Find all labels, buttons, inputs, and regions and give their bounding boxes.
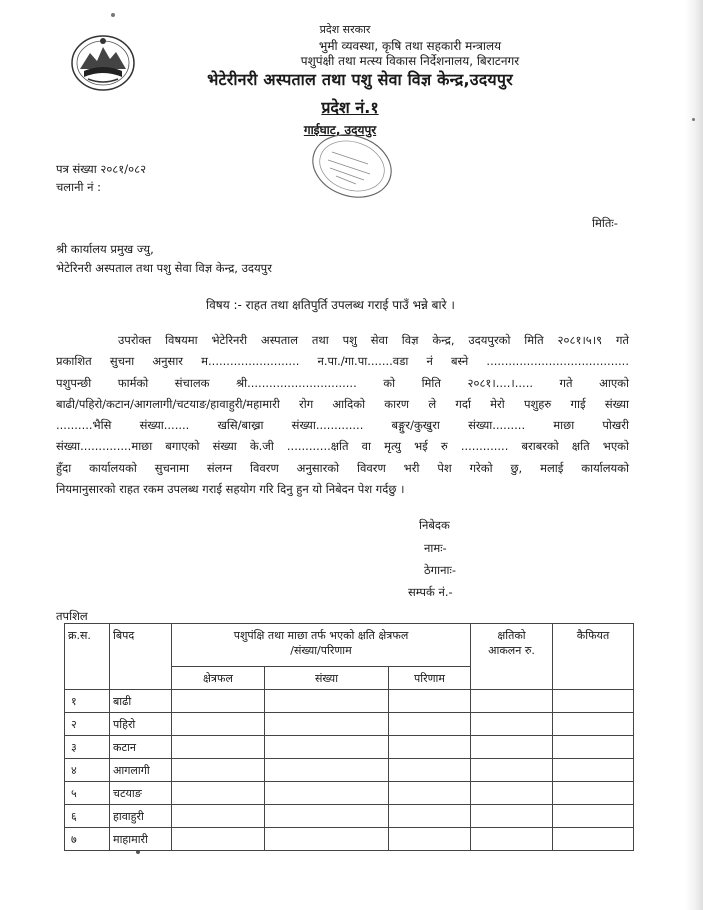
header-location: गाईघाट, उदयपुर <box>303 123 377 137</box>
cell-empty <box>471 759 553 782</box>
header-damage-group-line2: /संख्या/परिणाम <box>290 644 352 657</box>
damage-table <box>64 623 634 851</box>
table-row <box>65 759 634 782</box>
header-damage-group-line1: पशुपंक्षि तथा माछा तर्फ भएको क्षति क्षेत्रफल <box>233 629 409 642</box>
signature-name: नामः- <box>424 541 447 555</box>
cell-empty <box>172 713 265 736</box>
row-serial: ७ <box>65 828 110 851</box>
cell-empty <box>389 828 471 851</box>
scan-edge <box>685 0 703 910</box>
scan-speck <box>692 118 695 121</box>
row-disaster: आगलागी <box>110 759 172 782</box>
header-amount: परिणाम <box>389 667 471 690</box>
row-disaster: हावाहुरी <box>110 805 172 828</box>
row-disaster: पहिरो <box>110 713 172 736</box>
cell-empty <box>471 782 553 805</box>
row-serial: ४ <box>65 759 110 782</box>
addressee-title: श्री कार्यालय प्रमुख ज्यु, <box>56 242 154 256</box>
body-line: संख्या..............माछा बगाएको संख्या के.जी ............क्षति वा मृत्यु भई रु ............. बराबरको क्षति भएको <box>56 439 629 454</box>
scan-speck <box>111 13 115 17</box>
cell-empty <box>471 805 553 828</box>
cell-empty <box>389 736 471 759</box>
row-serial: ५ <box>65 782 110 805</box>
cell-empty <box>389 805 471 828</box>
cell-empty <box>265 690 389 713</box>
table-row <box>65 713 634 736</box>
header-count: संख्या <box>265 667 389 690</box>
header-office: भेटेरीनरी अस्पताल तथा पशु सेवा विज्ञ केन्द्र,उदयपुर <box>207 70 513 89</box>
table-row <box>65 690 634 713</box>
table-row <box>65 782 634 805</box>
header-estimate <box>471 624 553 690</box>
body-line: पशुपन्छी फार्मको संचालक श्री.............................. को मिति २०८१।....।..... गते आएको <box>56 375 629 390</box>
date-field: मितिः- <box>592 216 618 230</box>
details-heading: तपशिल <box>56 609 88 623</box>
header-directorate: पशुपंक्षी तथा मत्स्य विकास निर्देशनालय, बिराटनगर <box>300 54 520 68</box>
header-ministry: भुमी व्यवस्था, कृषि तथा सहकारी मन्त्रालय <box>318 39 502 53</box>
cell-empty <box>265 782 389 805</box>
body-line: नियमानुसारको राहत रकम उपलब्ध गराई सहयोग गरि दिनु हुन यो निबेदन पेश गर्दछु । <box>56 482 405 497</box>
cell-empty <box>172 805 265 828</box>
signature-applicant: निबेदक <box>419 518 450 532</box>
cell-empty <box>471 828 553 851</box>
body-line: हुँदा कार्यालयको सुचनामा संलग्न विवरण अनुसारको विवरण भरी पेश गरेको छु, मलाई कार्यालयको <box>56 460 629 475</box>
cell-empty <box>389 690 471 713</box>
table-row <box>65 805 634 828</box>
cell-empty <box>172 736 265 759</box>
cell-empty <box>265 805 389 828</box>
cell-empty <box>265 736 389 759</box>
row-disaster: कटान <box>110 736 172 759</box>
header-disaster: बिपद <box>110 624 172 690</box>
cell-empty <box>265 759 389 782</box>
addressee-office: भेटेरिनरी अस्पताल तथा पशु सेवा विज्ञ केन्द्र, उदयपुर <box>56 261 272 275</box>
header-area: क्षेत्रफल <box>172 667 265 690</box>
row-disaster: बाढी <box>110 690 172 713</box>
cell-empty <box>172 690 265 713</box>
cell-empty <box>389 759 471 782</box>
letter-reference-number: पत्र संख्या २०८१/०८२ <box>56 162 147 176</box>
row-serial: ६ <box>65 805 110 828</box>
government-emblem-icon <box>70 33 136 93</box>
row-disaster: माहामारी <box>110 828 172 851</box>
header-remarks: कैफियत <box>553 624 634 690</box>
header-province-number: प्रदेश नं.१ <box>321 98 379 117</box>
cell-empty <box>389 713 471 736</box>
header-serial: क्र.स. <box>65 624 110 690</box>
signature-contact: सम्पर्क नं.- <box>408 585 453 599</box>
body-line: ..........भैसि संख्या....... खसि/बाख्रा संख्या............. बङ्गुर/कुखुरा संख्या......... माछा पोखरी <box>56 418 629 433</box>
cell-empty <box>471 713 553 736</box>
header-estimate-line1: क्षतिको <box>497 629 526 642</box>
cell-empty <box>553 805 634 828</box>
table-row <box>65 828 634 851</box>
cell-empty <box>172 828 265 851</box>
letter-body <box>56 330 629 500</box>
row-serial: ३ <box>65 736 110 759</box>
cell-empty <box>265 828 389 851</box>
cell-empty <box>553 690 634 713</box>
cell-empty <box>172 759 265 782</box>
cell-empty <box>553 736 634 759</box>
header-province: प्रदेश सरकार <box>319 23 371 36</box>
body-line: बाढी/पहिरो/कटान/आगलागी/चटयाङ/हावाहुरी/महामारी रोग आदिको कारण ले गर्दा मेरो पशुहरु गाई संख्या <box>56 396 629 411</box>
signature-address: ठेगानाः- <box>424 563 456 577</box>
cell-empty <box>553 713 634 736</box>
cell-empty <box>471 736 553 759</box>
body-line: प्रकाशित सुचना अनुसार म......................... न.पा./गा.पा.......वडा नं बस्ने ....................................... <box>56 354 629 369</box>
header-damage-group <box>172 624 471 667</box>
row-serial: २ <box>65 713 110 736</box>
cell-empty <box>389 782 471 805</box>
cell-empty <box>553 759 634 782</box>
cell-empty <box>265 713 389 736</box>
cell-empty <box>553 782 634 805</box>
office-stamp-icon <box>290 122 400 202</box>
header-estimate-line2: आकलन रु. <box>488 644 535 657</box>
row-disaster: चटयाङ <box>110 782 172 805</box>
cell-empty <box>172 782 265 805</box>
table-row <box>65 736 634 759</box>
body-line: उपरोक्त विषयमा भेटेरिनरी अस्पताल तथा पशु सेवा विज्ञ केन्द्र, उदयपुरको मिति २०८१।५।९ गते <box>118 333 629 347</box>
letter-subject: विषय :- राहत तथा क्षतिपुर्ति उपलब्ध गराई पाउँ भन्ने बारे । <box>206 298 455 312</box>
cell-empty <box>471 690 553 713</box>
dispatch-number: चलानी नं : <box>56 180 102 194</box>
row-serial: १ <box>65 690 110 713</box>
cell-empty <box>553 828 634 851</box>
